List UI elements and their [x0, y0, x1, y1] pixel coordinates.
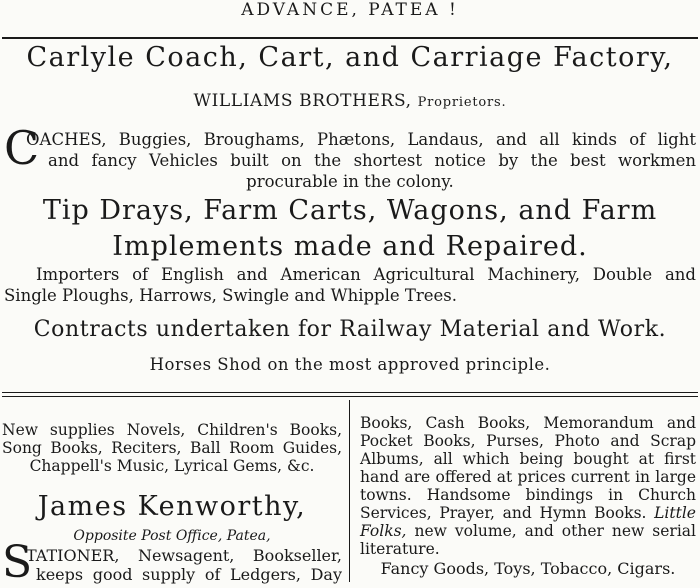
- tip-drays-heading-1: Tip Drays, Farm Carts, Wagons, and Farm: [42, 195, 658, 226]
- little-italic: Little: [654, 504, 696, 522]
- top-rule: [2, 37, 698, 39]
- fancy-goods-line: Fancy Goods, Toys, Tobacco, Cigars.: [380, 559, 676, 578]
- stationer-address: Opposite Post Office, Patea,: [73, 528, 271, 544]
- right-line-8: literature.: [360, 540, 440, 558]
- horses-line: Horses Shod on the most approved principle.: [149, 355, 551, 374]
- section-rule-1: [2, 392, 698, 393]
- right-line-1: Books, Cash Books, Memorandum and: [360, 414, 696, 432]
- right-line-6-text: Services, Prayer, and Hymn Books.: [360, 504, 647, 522]
- right-line-3: Albums, all which being bought at first: [360, 450, 696, 468]
- left-column-intro: [2, 421, 342, 475]
- tip-drays-heading-2: Implements made and Repaired.: [112, 231, 588, 262]
- coaches-paragraph: [4, 121, 696, 192]
- proprietors-name: WILLIAMS BROTHERS,: [193, 91, 412, 111]
- column-divider: [349, 400, 350, 582]
- folks-italic: Folks,: [360, 522, 407, 540]
- contracts-line: Contracts undertaken for Railway Material and Work.: [33, 317, 667, 342]
- left-intro-line-3: Chappell's Music, Lyrical Gems, &c.: [29, 457, 315, 475]
- left-intro-line-1: New supplies Novels, Children's Books,: [2, 421, 342, 439]
- right-line-2: Pocket Books, Purses, Photo and Scrap: [360, 432, 696, 450]
- right-line-7-text: new volume, and other new serial: [414, 522, 696, 540]
- stationer-paragraph: [2, 537, 342, 588]
- section-rule-2: [2, 396, 698, 397]
- coaches-line-3: procurable in the colony.: [246, 172, 454, 191]
- stationer-dropcap: S: [2, 537, 33, 588]
- proprietors-line: [0, 91, 700, 111]
- left-intro-line-2: Song Books, Reciters, Ball Room Guides,: [2, 439, 342, 457]
- coaches-line-2: and fancy Vehicles built on the shortest notice by the best workmen: [48, 151, 696, 170]
- coaches-line-1: OACHES, Buggies, Broughams, Phætons, Landaus, and all kinds of light: [26, 130, 696, 149]
- right-line-6: [360, 504, 696, 522]
- right-line-7: [360, 522, 696, 540]
- importers-line-2: Single Ploughs, Harrows, Swingle and Whipple Trees.: [4, 286, 458, 305]
- right-line-4: hand are offered at prices current in large: [360, 468, 696, 486]
- right-column: [360, 414, 696, 558]
- coaches-dropcap: C: [4, 121, 40, 175]
- right-line-5: towns. Handsome bindings in Church: [360, 486, 696, 504]
- page-header: ADVANCE, PATEA !: [241, 0, 459, 20]
- importers-paragraph: [4, 264, 696, 306]
- proprietors-label: Proprietors.: [417, 95, 507, 110]
- importers-line-1: Importers of English and American Agricultural Machinery, Double and: [36, 265, 696, 284]
- stationer-line-2: keeps good supply of Ledgers, Day: [36, 565, 342, 584]
- factory-title: Carlyle Coach, Cart, and Carriage Factory,: [26, 42, 674, 73]
- stationer-name: James Kenworthy,: [37, 491, 307, 522]
- stationer-line-1: TATIONER, Newsagent, Bookseller,: [26, 546, 342, 565]
